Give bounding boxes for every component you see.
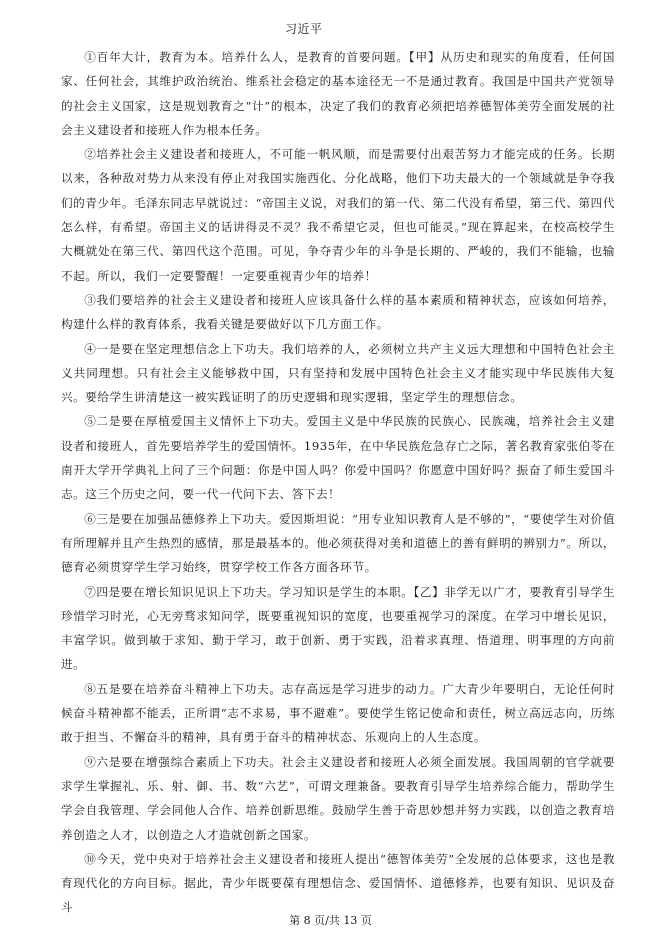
paragraph-2: ②培养社会主义建设者和接班人，不可能一帆风顺，而是需要付出艰苦努力才能完成的任务。长期以来，各种敌对势力从来没有停止对我国实施西化、分化战略，他们下功夫最大的一个领域就是争夺我们的青少年。毛泽东同志早就说过：“帝国主义说，对我们的第一代、第二代没有希望，第三代、第四代怎么样，有希望。帝国主义的话讲得灵不灵？我不希望它灵，但也可能灵。”现在算起来，在校高校学生大概就处在第三代、第四代这个范围。可见，争夺青少年的斗争是长期的、严峻的，我们不能输，也输不起。所以，我们一定要警醒！一定要重视青少年的培养！ — [61, 147, 615, 283]
paragraph-6: ⑥三是要在加强品德修养上下功夫。爱因斯坦说：“用专业知识教育人是不够的”，“要使学生对价值有所理解并且产生热烈的感情，那是最基本的。他必须获得对美和道德上的善有鲜明的辨别力”。所以，德育必须贯穿学生学习始终，贯穿学校工作各方面各环节。 — [61, 511, 615, 575]
author-name: 习近平 — [285, 22, 323, 36]
paragraph-5: ⑤二是要在厚植爱国主义情怀上下功夫。爱国主义是中华民族的民族心、民族魂，培养社会主义建设者和接班人，首先要培养学生的爱国情怀。1935年，在中华民族危急存亡之际，著名教育家张伯苓在南开大学开学典礼上问了三个问题：你是中国人吗？你爱中国吗？你愿意中国好吗？振奋了师生爱国斗志。这三个历史之问，要一代一代问下去、答下去！ — [61, 414, 615, 502]
page-number: 第 8 页/共 13 页 — [289, 914, 372, 927]
paragraph-9: ⑨六是要在增强综合素质上下功夫。社会主义建设者和接班人必须全面发展。我国周朝的官学就要求学生掌握礼、乐、射、御、书、数“六艺”，可谓文理兼备。要教育引导学生培养综合能力，帮助学生学会自我管理、学会同他人合作、培养创新思维。鼓励学生善于奇思妙想并努力实践，以创造之教育培养创造之人才，以创造之人才造就创新之国家。 — [61, 754, 615, 842]
paragraph-8: ⑧五是要在培养奋斗精神上下功夫。志存高远是学习进步的动力。广大青少年要明白，无论任何时候奋斗精神都不能丢，正所谓“志不求易，事不避难”。要使学生铭记使命和责任，树立高远志向，历练敢于担当、不懈奋斗的精神，具有勇于奋斗的精神状态、乐观向上的人生态度。 — [61, 681, 615, 745]
paragraph-1: ①百年大计，教育为本。培养什么人，是教育的首要问题。【甲】从历史和现实的角度看，任何国家、任何社会，其维护政治统治、维系社会稳定的基本途径无一不是通过教育。我国是中国共产党领导的社会主义国家，这是规划教育之“计”的根本，决定了我们的教育必须把培养德智体美劳全面发展的社会主义建设者和接班人作为根本任务。 — [61, 50, 615, 137]
paragraph-10: ⑩今天，党中央对于培养社会主义建设者和接班人提出“德智体美劳”全发展的总体要求，这也是教育现代化的方向目标。据此，青少年既要葆有理想信念、爱国情怀、道德修养，也要有知识、见识及奋斗 — [61, 851, 615, 915]
paragraph-7: ⑦四是要在增长知识见识上下功夫。学习知识是学生的本职。【乙】非学无以广才，要教育引导学生珍惜学习时光，心无旁骛求知问学，既要重视知识的宽度，也要重视学习的深度。在学习中增长见识，丰富学识。做到敏于求知、勤于学习，敢于创新、勇于实践，沿着求真理、悟道理、明事理的方向前进。 — [61, 584, 615, 672]
article-body — [61, 45, 615, 920]
paragraph-3: ③我们要培养的社会主义建设者和接班人应该具备什么样的基本素质和精神状态，应该如何培养，构建什么样的教育体系，我看关键是要做好以下几方面工作。 — [61, 292, 615, 332]
paragraph-4: ④一是要在坚定理想信念上下功夫。我们培养的人，必须树立共产主义远大理想和中国特色社会主义共同理想。只有社会主义能够救中国，只有坚持和发展中国特色社会主义才能实现中华民族伟大复兴。要给学生讲清楚这一被实践证明了的历史逻辑和现实逻辑，坚定学生的理想信念。 — [61, 341, 615, 405]
